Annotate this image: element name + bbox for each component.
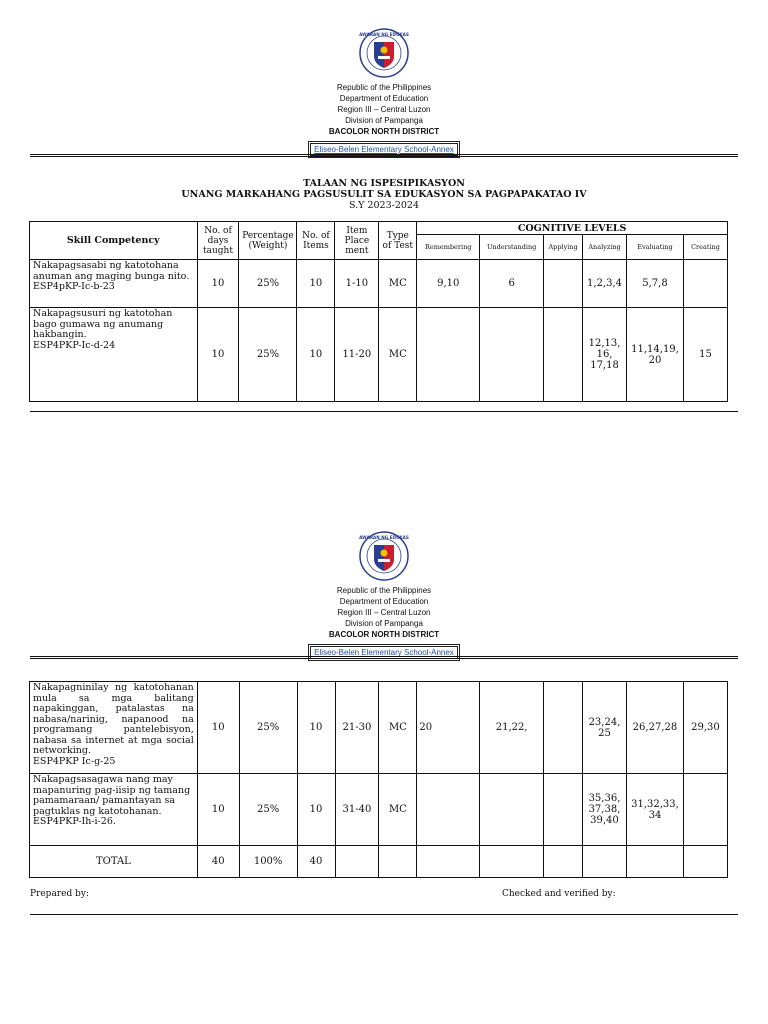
header-line-2: Department of Education <box>339 597 429 606</box>
page2-header <box>0 531 768 661</box>
skill-cell <box>30 308 198 402</box>
creating-cell: 29,30 <box>683 682 727 774</box>
skill-code: ESP4PKP-Ic-d-24 <box>33 339 116 351</box>
understanding-cell: 21,22, <box>480 682 544 774</box>
empty-cell <box>480 846 544 878</box>
applying-cell <box>544 682 583 774</box>
page1-bottom-rule <box>30 411 738 412</box>
applying-cell <box>544 774 583 846</box>
empty-cell <box>335 846 379 878</box>
header-line-1: Republic of the Philippines <box>336 83 432 92</box>
items-cell: 10 <box>297 260 335 308</box>
items-cell: 10 <box>297 682 335 774</box>
col-skill-competency: Skill Competency <box>30 222 198 260</box>
col-evaluating: Evaluating <box>627 235 684 260</box>
days-cell: 10 <box>197 308 239 402</box>
applying-cell <box>544 260 583 308</box>
understanding-cell <box>480 308 544 402</box>
percentage-cell: 25% <box>239 774 297 846</box>
understanding-cell <box>480 774 544 846</box>
items-cell: 10 <box>297 308 335 402</box>
document-titles <box>0 178 768 211</box>
header-line-1: Republic of the Philippines <box>336 586 432 595</box>
skill-cell <box>30 774 198 846</box>
understanding-cell: 6 <box>480 260 544 308</box>
percentage-cell: 25% <box>239 260 297 308</box>
col-remembering: Remembering <box>417 235 480 260</box>
items-cell: 10 <box>297 774 335 846</box>
placement-cell: 31-40 <box>335 774 379 846</box>
applying-cell <box>544 308 583 402</box>
days-cell: 10 <box>197 260 239 308</box>
specification-table-1 <box>29 221 728 402</box>
specification-table-2 <box>29 681 728 878</box>
col-no-items: No. of Items <box>297 222 335 260</box>
col-days-taught: No. of days taught <box>197 222 239 260</box>
remembering-cell: 20 <box>417 682 480 774</box>
evaluating-cell: 31,32,33, 34 <box>626 774 683 846</box>
skill-text: Nakapagninilay ng katotohanan mula sa mga balitang napakinggan, patalastas na nabasa/narinig, napanood na programang pantelebisyon, nabasa sa internet at mga social networking. <box>33 682 194 756</box>
skill-cell <box>30 260 198 308</box>
header-divider <box>30 656 738 659</box>
skill-text: Nakapagsusuri ng katotohan bago gumawa ng anumang hakbangin. <box>33 308 173 340</box>
header-line-4: Division of Pampanga <box>345 116 423 125</box>
skill-code: ESP4pKP-Ic-b-23 <box>33 281 115 292</box>
empty-cell <box>417 846 480 878</box>
table-row <box>30 308 728 402</box>
analyzing-cell: 35,36, 37,38, 39,40 <box>582 774 626 846</box>
evaluating-cell: 11,14,19, 20 <box>627 308 684 402</box>
total-items: 40 <box>297 846 335 878</box>
school-name: Eliseo-Belen Elementary School-Annex <box>310 646 458 659</box>
col-cognitive-levels: COGNITIVE LEVELS <box>417 222 728 235</box>
empty-cell <box>582 846 626 878</box>
title-line-2: UNANG MARKAHANG PAGSUSULIT SA EDUKASYON SA PAGPAPAKATAO IV <box>181 189 587 200</box>
empty-cell <box>683 846 727 878</box>
type-cell: MC <box>379 308 417 402</box>
evaluating-cell: 26,27,28 <box>626 682 683 774</box>
remembering-cell: 9,10 <box>417 260 480 308</box>
creating-cell <box>683 260 727 308</box>
col-understanding: Understanding <box>480 235 544 260</box>
skill-code: ESP4PKP-Ih-i-26. <box>33 816 116 827</box>
header-district: BACOLOR NORTH DISTRICT <box>328 127 440 136</box>
col-analyzing: Analyzing <box>583 235 627 260</box>
header-district: BACOLOR NORTH DISTRICT <box>328 630 440 639</box>
type-cell: MC <box>379 682 417 774</box>
total-label: TOTAL <box>30 846 198 878</box>
table-row <box>30 260 728 308</box>
days-cell: 10 <box>197 774 239 846</box>
empty-cell <box>626 846 683 878</box>
skill-text: Nakapagsasagawa nang may mapanuring pag-iisip ng tamang pamamaraan/ pamantayan sa pagtuklas ng katotohanan. <box>33 774 191 817</box>
placement-cell: 1-10 <box>335 260 379 308</box>
analyzing-cell: 23,24, 25 <box>582 682 626 774</box>
checked-verified-label: Checked and verified by: <box>502 889 616 899</box>
col-item-placement: Item Place ment <box>335 222 379 260</box>
type-cell: MC <box>379 774 417 846</box>
total-percentage: 100% <box>239 846 297 878</box>
days-cell: 10 <box>197 682 239 774</box>
type-cell: MC <box>379 260 417 308</box>
empty-cell <box>379 846 417 878</box>
creating-cell: 15 <box>683 308 727 402</box>
prepared-by-label: Prepared by: <box>30 889 89 899</box>
title-line-3: S.Y 2023-2024 <box>348 200 420 211</box>
percentage-cell: 25% <box>239 682 297 774</box>
placement-cell: 11-20 <box>335 308 379 402</box>
deped-seal-icon <box>359 28 409 78</box>
creating-cell <box>683 774 727 846</box>
col-applying: Applying <box>544 235 583 260</box>
evaluating-cell: 5,7,8 <box>627 260 684 308</box>
remembering-cell <box>417 774 480 846</box>
header-line-2: Department of Education <box>339 94 429 103</box>
title-line-1: TALAAN NG ISPESIPIKASYON <box>303 178 465 189</box>
remembering-cell <box>417 308 480 402</box>
placement-cell: 21-30 <box>335 682 379 774</box>
deped-seal-icon <box>359 531 409 581</box>
percentage-cell: 25% <box>239 308 297 402</box>
empty-cell <box>544 846 583 878</box>
skill-text: Nakapagsasabi ng katotohana anuman ang maging bunga nito. <box>33 260 190 282</box>
header-line-3: Region III – Central Luzon <box>337 608 431 617</box>
school-name: Eliseo-Belen Elementary School-Annex <box>310 143 458 156</box>
col-type-of-test: Type of Test <box>379 222 417 260</box>
skill-cell <box>30 682 198 774</box>
total-row <box>30 846 728 878</box>
header-line-4: Division of Pampanga <box>345 619 423 628</box>
skill-code: ESP4PKP Ic-g-25 <box>33 755 116 767</box>
analyzing-cell: 1,2,3,4 <box>583 260 627 308</box>
header-divider <box>30 154 738 157</box>
col-percentage: Percentage (Weight) <box>239 222 297 260</box>
header-line-3: Region III – Central Luzon <box>337 105 431 114</box>
page2-bottom-rule <box>30 914 738 915</box>
total-days: 40 <box>197 846 239 878</box>
table-row <box>30 774 728 846</box>
table-row <box>30 682 728 774</box>
analyzing-cell: 12,13, 16, 17,18 <box>583 308 627 402</box>
page1-header <box>0 28 768 158</box>
col-creating: Creating <box>683 235 727 260</box>
